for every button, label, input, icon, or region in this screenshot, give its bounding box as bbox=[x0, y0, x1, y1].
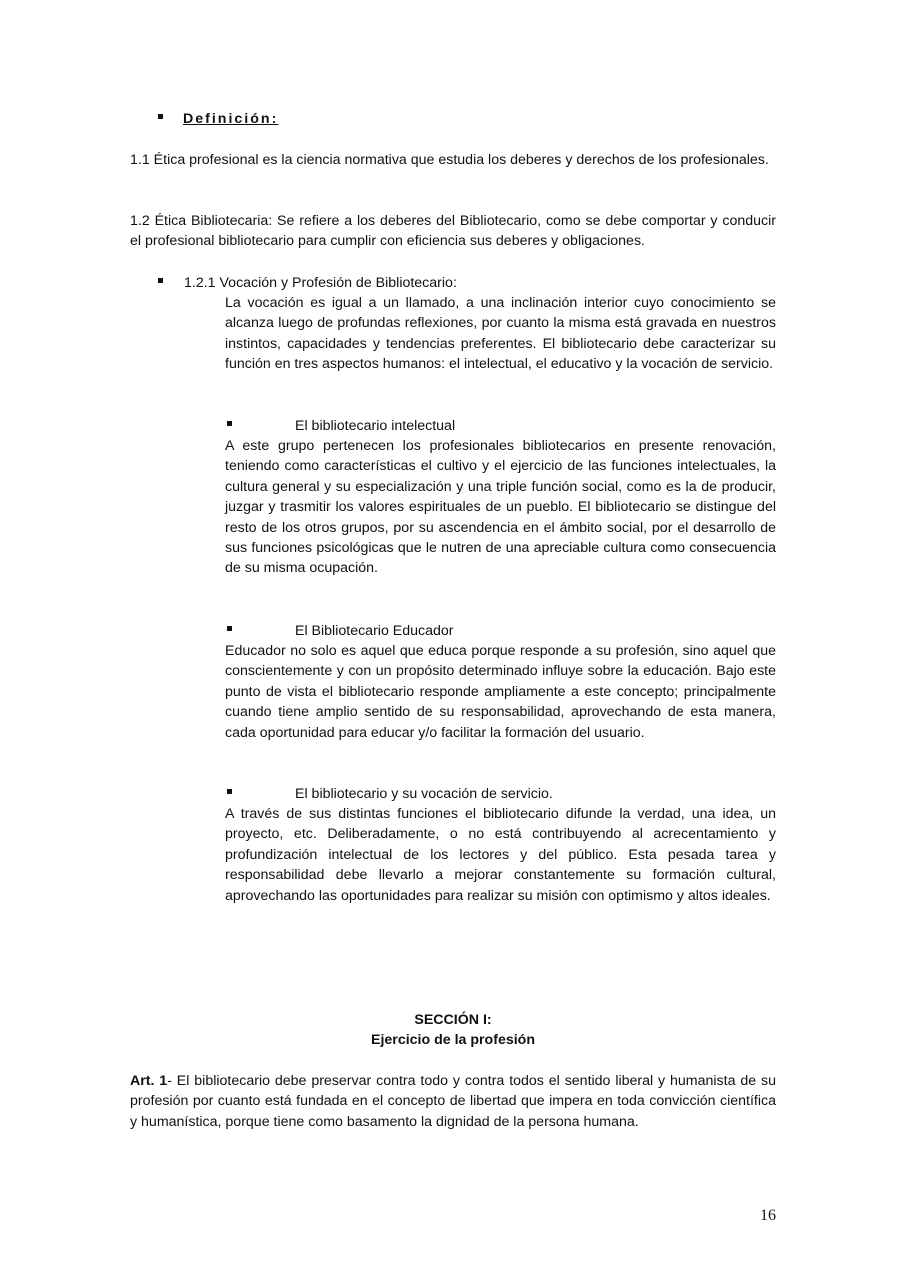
servicio-heading: El bibliotecario y su vocación de servicio. bbox=[295, 786, 553, 802]
paragraph-1-1: 1.1 Ética profesional es la ciencia normativa que estudia los deberes y derechos de los profesionales. bbox=[130, 152, 769, 168]
section-1-2-1-body: La vocación es igual a un llamado, a una inclinación interior cuyo conocimiento se alcanza luego de profundas reflexiones, por cuanto la misma está gravada en nuestros instintos, capacidades y tendencias preferentes. El bibliotecario debe caracterizar su función en tres aspectos humanos: el intelectual, el educativo y la vocación de servicio. bbox=[225, 295, 776, 373]
article-1 bbox=[130, 1071, 776, 1132]
bullet-square-icon bbox=[158, 114, 163, 119]
definicion-title: Definición: bbox=[183, 111, 279, 127]
intelectual-heading: El bibliotecario intelectual bbox=[295, 418, 456, 434]
page-number: 16 bbox=[760, 1207, 776, 1224]
seccion-title: SECCIÓN I: bbox=[414, 1012, 492, 1028]
bullet-square-icon bbox=[227, 789, 232, 794]
paragraph-1-2: 1.2 Ética Bibliotecaria: Se refiere a los deberes del Bibliotecario, como se debe comportar y conducir el profesional bibliotecario para cumplir con eficiencia sus deberes y obligaciones. bbox=[130, 213, 776, 250]
bullet-square-icon bbox=[158, 278, 163, 283]
educador-body: Educador no solo es aquel que educa porque responde a su profesión, sino aquel que conscientemente y con un propósito determinado influye sobre la educación. Bajo este punto de vista el bibliotecario responde ampliamente a este concepto; principalmente cuando tiene amplio sentido de su responsabilidad, aprovechando de esta manera, cada oportunidad para educar y/o facilitar la formación del usuario. bbox=[225, 643, 776, 741]
bullet-square-icon bbox=[227, 421, 232, 426]
article-1-label: Art. 1 bbox=[130, 1073, 168, 1089]
intelectual-body: A este grupo pertenecen los profesionales bibliotecarios en presente renovación, teniendo como características el cultivo y el ejercicio de las funciones intelectuales, la cultura general y su especialización y una triple función social, como es la de producir, juzgar y trasmitir los valores espirituales de un pueblo. El bibliotecario se distingue del resto de los otros grupos, por su ascendencia en el ámbito social, por el desarrollo de sus funciones psicológicas que le nutren de una apreciable cultura como consecuencia de su misma ocupación. bbox=[225, 438, 776, 577]
seccion-subtitle: Ejercicio de la profesión bbox=[371, 1032, 535, 1048]
section-1-2-1-heading: 1.2.1 Vocación y Profesión de Bibliotecario: bbox=[184, 275, 457, 291]
definicion-heading bbox=[166, 109, 366, 129]
servicio-body: A través de sus distintas funciones el bibliotecario difunde la verdad, una idea, un proyecto, etc. Deliberadamente, o no está contribuyendo al acrecentamiento y profundización intelectual de los lectores y del público. Esta pesada tarea y responsabilidad debe llevarlo a mejorar constantemente su formación cultural, aprovechando las oportunidades para realizar su misión con optimismo y altos ideales. bbox=[225, 806, 776, 904]
article-1-text: - El bibliotecario debe preservar contra todo y contra todos el sentido liberal y humanista de su profesión por cuanto está fundada en el concepto de libertad que impera en toda convicción científica y humanística, porque tiene como basamento la dignidad de la persona humana. bbox=[130, 1073, 776, 1130]
educador-heading: El Bibliotecario Educador bbox=[295, 623, 454, 639]
bullet-square-icon bbox=[227, 626, 232, 631]
